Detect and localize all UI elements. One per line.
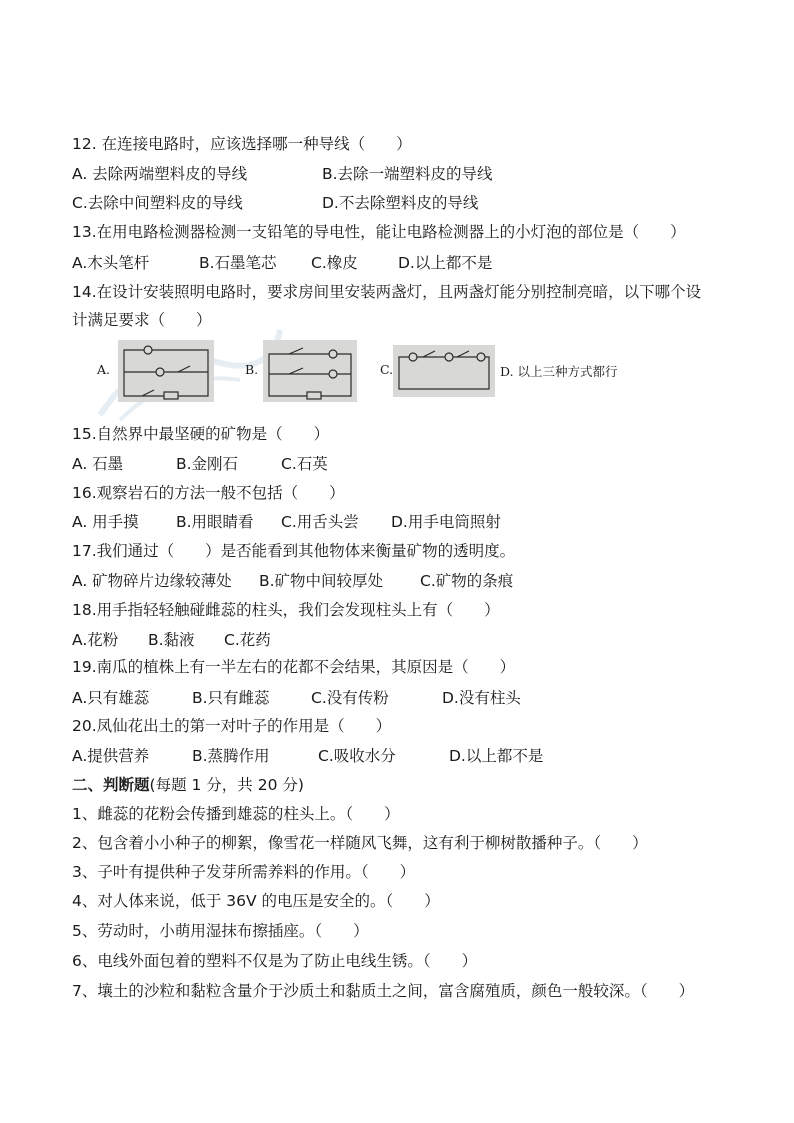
judgment-item-3: 3、子叶有提供种子发芽所需养料的作用。（ ） bbox=[72, 863, 416, 881]
question-14-stem-line1: 14.在设计安装照明电路时，要求房间里安装两盏灯，且两盏灯能分别控制亮暗，以下哪个设 bbox=[72, 283, 702, 301]
question-18-option-c: C.花药 bbox=[224, 631, 271, 649]
question-14-option-b: B. bbox=[245, 362, 259, 377]
question-14-option-a: A. bbox=[97, 362, 111, 377]
question-20-stem: 20.凤仙花出土的第一对叶子的作用是（ ） bbox=[72, 717, 392, 735]
question-12-option-b: B.去除一端塑料皮的导线 bbox=[322, 165, 493, 183]
question-19-stem: 19.南瓜的植株上有一半左右的花都不会结果，其原因是（ ） bbox=[72, 658, 516, 676]
question-18-option-a: A.花粉 bbox=[72, 631, 119, 649]
question-17-option-a: A. 矿物碎片边缘较薄处 bbox=[72, 572, 232, 590]
question-15-option-a: A. 石墨 bbox=[72, 455, 124, 473]
question-20-option-d: D.以上都不是 bbox=[449, 747, 544, 765]
judgment-item-6: 6、电线外面包着的塑料不仅是为了防止电线生锈。（ ） bbox=[72, 952, 478, 970]
judgment-item-5: 5、劳动时，小萌用湿抹布擦插座。（ ） bbox=[72, 922, 369, 940]
question-12-option-d: D.不去除塑料皮的导线 bbox=[322, 194, 479, 212]
section-2-heading bbox=[72, 775, 304, 795]
question-20-option-b: B.蒸腾作用 bbox=[192, 747, 270, 765]
question-14-option-c: C. bbox=[380, 362, 394, 377]
question-16-option-d: D.用手电筒照射 bbox=[391, 513, 501, 531]
question-13-option-d: D.以上都不是 bbox=[398, 254, 493, 272]
circuit-diagram-c-icon bbox=[393, 340, 495, 402]
question-14-stem-line2: 计满足要求（ ） bbox=[72, 311, 212, 329]
question-16-option-a: A. 用手摸 bbox=[72, 513, 139, 531]
question-17-stem: 17.我们通过（ ）是否能看到其他物体来衡量矿物的透明度。 bbox=[72, 542, 516, 560]
question-13-stem: 13.在用电路检测器检测一支铅笔的导电性，能让电路检测器上的小灯泡的部位是（ ） bbox=[72, 223, 686, 241]
question-14-option-d: D. 以上三种方式都行 bbox=[500, 364, 618, 379]
question-20-option-a: A.提供营养 bbox=[72, 747, 150, 765]
question-19-option-c: C.没有传粉 bbox=[311, 689, 389, 707]
question-12-stem: 12. 在连接电路时，应该选择哪一种导线（ ） bbox=[72, 135, 412, 153]
question-13-option-b: B.石墨笔芯 bbox=[199, 254, 277, 272]
judgment-item-4: 4、对人体来说，低于 36V 的电压是安全的。（ ） bbox=[72, 892, 440, 910]
question-19-option-b: B.只有雌蕊 bbox=[192, 689, 270, 707]
question-16-stem: 16.观察岩石的方法一般不包括（ ） bbox=[72, 484, 345, 502]
question-19-option-a: A.只有雄蕊 bbox=[72, 689, 150, 707]
question-18-stem: 18.用手指轻轻触碰雌蕊的柱头，我们会发现柱头上有（ ） bbox=[72, 601, 500, 619]
question-18-option-b: B.黏液 bbox=[148, 631, 195, 649]
judgment-item-2: 2、包含着小小种子的柳絮，像雪花一样随风飞舞，这有利于柳树散播种子。（ ） bbox=[72, 834, 648, 852]
question-12-option-a: A. 去除两端塑料皮的导线 bbox=[72, 165, 248, 183]
question-19-option-d: D.没有柱头 bbox=[442, 689, 521, 707]
judgment-item-7: 7、壤土的沙粒和黏粒含量介于沙质土和黏质土之间，富含腐殖质，颜色一般较深。（ ） bbox=[72, 982, 695, 1000]
question-13-option-c: C.橡皮 bbox=[311, 254, 358, 272]
circuit-diagram-a-icon bbox=[118, 340, 214, 402]
section-2-title: 二、判断题 bbox=[72, 776, 150, 794]
question-15-option-b: B.金刚石 bbox=[176, 455, 239, 473]
question-20-option-c: C.吸收水分 bbox=[318, 747, 396, 765]
circuit-diagram-b-icon bbox=[263, 340, 357, 402]
question-16-option-c: C.用舌头尝 bbox=[281, 513, 359, 531]
question-13-option-a: A.木头笔杆 bbox=[72, 254, 150, 272]
question-17-option-c: C.矿物的条痕 bbox=[420, 572, 514, 590]
section-2-note: (每题 1 分，共 20 分) bbox=[149, 776, 304, 794]
question-17-option-b: B.矿物中间较厚处 bbox=[259, 572, 384, 590]
question-12-option-c: C.去除中间塑料皮的导线 bbox=[72, 194, 243, 212]
judgment-item-1: 1、雌蕊的花粉会传播到雄蕊的柱头上。（ ） bbox=[72, 805, 400, 823]
question-15-stem: 15.自然界中最坚硬的矿物是（ ） bbox=[72, 425, 330, 443]
question-15-option-c: C.石英 bbox=[281, 455, 328, 473]
question-16-option-b: B.用眼睛看 bbox=[176, 513, 254, 531]
